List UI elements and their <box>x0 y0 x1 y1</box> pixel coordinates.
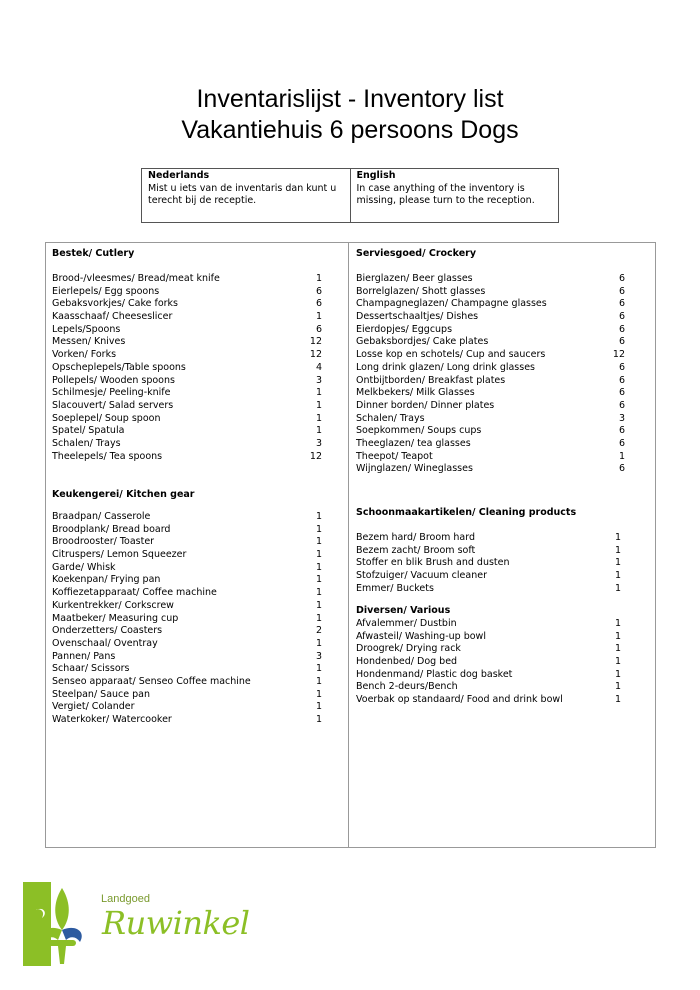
item-name: Pannen/ Pans <box>52 650 116 662</box>
item-name: Vergiet/ Colander <box>52 701 135 713</box>
item-quantity: 1 <box>315 387 322 399</box>
item-quantity: 1 <box>315 701 322 713</box>
list-item <box>52 511 322 524</box>
item-name: Kaasschaaf/ Cheeseslicer <box>52 311 173 323</box>
item-quantity: 1 <box>614 557 621 569</box>
item-name: Wijnglazen/ Wineglasses <box>356 463 473 475</box>
item-quantity: 1 <box>614 618 621 629</box>
item-name: Hondenbed/ Dog bed <box>356 656 458 668</box>
list-item <box>52 273 322 286</box>
item-name: Soepkommen/ Soups cups <box>356 425 482 437</box>
item-quantity: 1 <box>614 681 621 693</box>
item-name: Losse kop en schotels/ Cup and saucers <box>356 349 546 361</box>
section-heading-crockery: Serviesgoed/ Crockery <box>356 248 477 259</box>
list-item <box>52 336 322 349</box>
list-item <box>356 336 625 349</box>
item-name: Onderzetters/ Coasters <box>52 625 163 637</box>
item-quantity: 1 <box>315 599 322 611</box>
list-item <box>356 532 621 545</box>
item-quantity: 1 <box>614 544 621 556</box>
list-item <box>52 387 322 400</box>
item-quantity: 1 <box>315 612 322 624</box>
list-item <box>356 349 625 362</box>
list-item <box>356 285 625 299</box>
list-item <box>52 663 322 676</box>
logo-big-text: Ruwinkel <box>102 904 250 942</box>
list-item <box>52 637 322 651</box>
notice-english <box>350 169 559 222</box>
item-quantity: 6 <box>618 361 625 373</box>
item-name: Hondenmand/ Plastic dog basket <box>356 668 513 680</box>
item-quantity: 12 <box>309 349 322 361</box>
item-name: Broodplank/ Bread board <box>52 523 171 535</box>
item-quantity: 3 <box>315 650 322 662</box>
item-name: Senseo apparaat/ Senseo Coffee machine <box>52 675 251 687</box>
item-quantity: 6 <box>618 399 625 411</box>
list-item <box>356 311 625 324</box>
list-item <box>52 561 322 575</box>
item-name: Champagneglazen/ Champagne glasses <box>356 298 547 310</box>
item-name: Schilmesje/ Peeling-knife <box>52 387 171 399</box>
item-quantity: 1 <box>614 532 621 543</box>
list-item <box>356 463 625 476</box>
item-name: Eierlepels/ Egg spoons <box>52 285 160 297</box>
list-item <box>52 675 322 689</box>
item-name: Koekenpan/ Frying pan <box>52 574 161 586</box>
item-quantity: 1 <box>315 425 322 437</box>
item-name: Opscheplepels/Table spoons <box>52 361 186 373</box>
item-quantity: 1 <box>315 714 322 725</box>
list-item <box>52 374 322 388</box>
item-quantity: 6 <box>618 437 625 449</box>
item-quantity: 1 <box>315 637 322 649</box>
item-quantity: 6 <box>315 285 322 297</box>
item-quantity: 1 <box>614 630 621 642</box>
notice-dutch <box>142 169 350 222</box>
item-name: Spatel/ Spatula <box>52 425 125 437</box>
list-item <box>52 361 322 375</box>
logo-small-text: Landgoed <box>101 893 150 905</box>
crockery-list <box>356 273 625 476</box>
list-item <box>52 599 322 613</box>
item-quantity: 1 <box>315 663 322 675</box>
item-quantity: 1 <box>315 587 322 599</box>
item-quantity: 2 <box>315 625 322 637</box>
item-quantity: 1 <box>614 582 621 594</box>
list-item <box>356 273 625 286</box>
list-item <box>356 437 625 451</box>
item-name: Bezem hard/ Broom hard <box>356 532 476 543</box>
section-heading-cutlery: Bestek/ Cutlery <box>52 248 135 259</box>
list-item <box>356 582 621 596</box>
item-name: Eierdopjes/ Eggcups <box>356 323 453 335</box>
list-item <box>52 701 322 714</box>
list-item <box>52 349 322 362</box>
list-item <box>52 650 322 664</box>
list-item <box>356 323 625 337</box>
item-name: Stoffer en blik Brush and dusten <box>356 557 510 569</box>
item-quantity: 6 <box>618 374 625 386</box>
list-item <box>52 714 322 727</box>
list-item <box>356 668 621 682</box>
item-name: Garde/ Whisk <box>52 561 116 573</box>
list-item <box>52 399 322 413</box>
page-title: Inventarislijst - Inventory list <box>196 85 504 113</box>
item-quantity: 1 <box>315 311 322 323</box>
item-name: Lepels/Spoons <box>52 323 121 335</box>
list-item <box>356 570 621 583</box>
item-name: Braadpan/ Casserole <box>52 511 151 522</box>
list-item <box>52 425 322 438</box>
item-name: Dinner borden/ Dinner plates <box>356 399 495 411</box>
item-name: Theelepels/ Tea spoons <box>52 450 163 462</box>
list-item <box>52 437 322 451</box>
item-name: Schaar/ Scissors <box>52 663 130 675</box>
item-name: Bench 2-deurs/Bench <box>356 681 458 693</box>
item-name: Brood-/vleesmes/ Bread/meat knife <box>52 273 220 284</box>
item-name: Droogrek/ Drying rack <box>356 643 461 655</box>
item-name: Schalen/ Trays <box>356 412 425 424</box>
item-quantity: 1 <box>315 511 322 522</box>
item-name: Koffiezetapparaat/ Coffee machine <box>52 587 217 599</box>
item-quantity: 1 <box>315 523 322 535</box>
item-quantity: 6 <box>618 273 625 284</box>
item-quantity: 1 <box>315 412 322 424</box>
item-quantity: 6 <box>618 285 625 297</box>
list-item <box>52 450 322 464</box>
item-name: Steelpan/ Sauce pan <box>52 688 151 700</box>
item-name: Kurkentrekker/ Corkscrew <box>52 599 174 611</box>
list-item <box>52 688 322 702</box>
item-quantity: 1 <box>618 450 625 462</box>
item-quantity: 6 <box>315 298 322 310</box>
item-name: Bierglazen/ Beer glasses <box>356 273 473 284</box>
item-name: Voerbak op standaard/ Food and drink bowl <box>356 694 563 706</box>
notice-box <box>141 168 559 223</box>
item-quantity: 4 <box>315 361 322 373</box>
item-name: Gebaksvorkjes/ Cake forks <box>52 298 179 310</box>
item-quantity: 1 <box>614 668 621 680</box>
item-quantity: 1 <box>614 656 621 668</box>
inventory-table <box>45 242 656 848</box>
item-name: Ontbijtborden/ Breakfast plates <box>356 374 506 386</box>
item-quantity: 6 <box>618 425 625 437</box>
list-item <box>52 523 322 537</box>
item-name: Ovenschaal/ Oventray <box>52 637 158 649</box>
various-list <box>356 618 621 707</box>
list-item <box>356 425 625 438</box>
list-item <box>52 311 322 324</box>
item-name: Theeglazen/ tea glasses <box>356 437 471 449</box>
item-name: Long drink glazen/ Long drink glasses <box>356 361 536 373</box>
item-quantity: 1 <box>315 273 322 284</box>
item-name: Messen/ Knives <box>52 336 126 348</box>
item-quantity: 1 <box>315 536 322 548</box>
item-name: Slacouvert/ Salad servers <box>52 399 174 411</box>
list-item <box>52 625 322 638</box>
cutlery-list <box>52 273 322 463</box>
list-item <box>356 450 625 464</box>
item-name: Citruspers/ Lemon Squeezer <box>52 549 187 561</box>
item-quantity: 12 <box>309 450 322 462</box>
item-name: Soeplepel/ Soup spoon <box>52 412 161 424</box>
list-item <box>356 681 621 694</box>
list-item <box>52 298 322 311</box>
item-name: Maatbeker/ Measuring cup <box>52 612 179 624</box>
item-name: Pollepels/ Wooden spoons <box>52 374 175 386</box>
list-item <box>356 374 625 388</box>
list-item <box>52 412 322 426</box>
item-name: Broodrooster/ Toaster <box>52 536 155 548</box>
item-quantity: 3 <box>618 412 625 424</box>
cleaning-list <box>356 532 621 595</box>
item-quantity: 6 <box>315 323 322 335</box>
item-quantity: 6 <box>618 463 625 475</box>
notice-english-text: In case anything of the inventory is missing, please turn to the reception. <box>356 182 535 206</box>
item-quantity: 1 <box>614 694 621 706</box>
item-quantity: 6 <box>618 298 625 310</box>
list-item <box>356 399 625 413</box>
page-subtitle: Vakantiehuis 6 persoons Dogs <box>181 116 519 144</box>
item-quantity: 1 <box>315 574 322 586</box>
item-name: Vorken/ Forks <box>52 349 117 361</box>
item-quantity: 6 <box>618 336 625 348</box>
notice-english-heading: English <box>356 170 396 181</box>
notice-dutch-text: Mist u iets van de inventaris dan kunt u terecht bij de receptie. <box>148 182 337 206</box>
item-quantity: 6 <box>618 311 625 323</box>
item-name: Dessertschaaltjes/ Dishes <box>356 311 479 323</box>
list-item <box>356 656 621 669</box>
list-item <box>52 285 322 299</box>
item-name: Afwasteil/ Washing-up bowl <box>356 630 486 642</box>
list-item <box>356 298 625 311</box>
list-item <box>356 618 621 631</box>
item-quantity: 1 <box>614 570 621 582</box>
item-quantity: 6 <box>618 387 625 399</box>
list-item <box>52 574 322 587</box>
list-item <box>356 387 625 400</box>
item-quantity: 1 <box>315 561 322 573</box>
item-quantity: 6 <box>618 323 625 335</box>
fleur-de-lis-icon <box>22 880 102 970</box>
list-item <box>52 536 322 549</box>
section-heading-kitchen: Keukengerei/ Kitchen gear <box>52 489 195 500</box>
item-quantity: 1 <box>315 675 322 687</box>
item-name: Stofzuiger/ Vacuum cleaner <box>356 570 487 582</box>
item-name: Theepot/ Teapot <box>356 450 433 462</box>
item-quantity: 1 <box>315 688 322 700</box>
item-quantity: 3 <box>315 437 322 449</box>
list-item <box>356 412 625 426</box>
list-item <box>356 544 621 558</box>
item-name: Schalen/ Trays <box>52 437 121 449</box>
item-name: Borrelglazen/ Shott glasses <box>356 285 486 297</box>
item-name: Bezem zacht/ Broom soft <box>356 544 476 556</box>
kitchen-list <box>52 511 322 727</box>
item-quantity: 1 <box>315 549 322 561</box>
list-item <box>356 694 621 707</box>
list-item <box>52 587 322 600</box>
item-quantity: 3 <box>315 374 322 386</box>
list-item <box>356 361 625 375</box>
list-item <box>52 549 322 562</box>
item-quantity: 12 <box>309 336 322 348</box>
item-quantity: 1 <box>315 399 322 411</box>
list-item <box>356 630 621 644</box>
item-name: Afvalemmer/ Dustbin <box>356 618 457 629</box>
logo <box>22 880 250 970</box>
item-name: Gebaksbordjes/ Cake plates <box>356 336 489 348</box>
item-name: Waterkoker/ Watercooker <box>52 714 172 725</box>
section-heading-cleaning: Schoonmaakartikelen/ Cleaning products <box>356 507 577 518</box>
section-heading-various: Diversen/ Various <box>356 605 451 616</box>
list-item <box>52 612 322 626</box>
item-name: Emmer/ Buckets <box>356 582 434 594</box>
list-item <box>52 323 322 337</box>
item-quantity: 12 <box>612 349 625 361</box>
list-item <box>356 557 621 570</box>
list-item <box>356 643 621 656</box>
item-name: Melkbekers/ Milk Glasses <box>356 387 475 399</box>
item-quantity: 1 <box>614 643 621 655</box>
notice-dutch-heading: Nederlands <box>148 170 210 181</box>
column-divider <box>348 243 349 847</box>
